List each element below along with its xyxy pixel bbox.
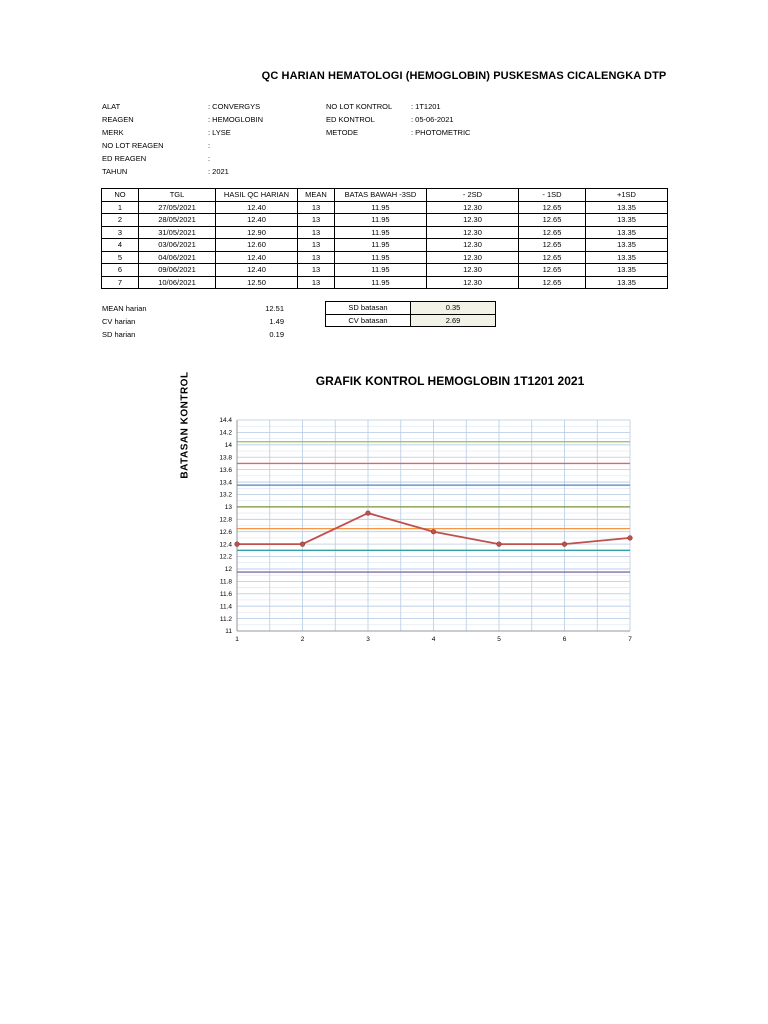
table-cell: 7 xyxy=(102,276,139,289)
y-tick-label: 14.4 xyxy=(219,417,232,425)
column-header: - 1SD xyxy=(519,189,586,202)
stat-label: MEAN harian xyxy=(102,304,147,313)
info-value: : HEMOGLOBIN xyxy=(208,115,264,124)
sd-label: CV batasan xyxy=(326,314,411,327)
stat-label: SD harian xyxy=(102,330,136,339)
stat-value: 1.49 xyxy=(269,317,284,326)
y-tick-label: 13.8 xyxy=(219,454,232,462)
page-title: QC HARIAN HEMATOLOGI (HEMOGLOBIN) PUSKESMAS CICALENGKA DTP xyxy=(261,70,667,82)
stat-value: 12.51 xyxy=(265,304,284,313)
table-cell: 12.30 xyxy=(427,276,519,289)
stat-value: 0.19 xyxy=(269,330,284,339)
info-label: REAGEN xyxy=(102,115,134,124)
y-tick-label: 13.2 xyxy=(219,491,232,499)
info-label: NO LOT KONTROL xyxy=(326,102,393,111)
y-tick-label: 13.6 xyxy=(219,466,232,474)
table-cell: 13.35 xyxy=(586,251,668,264)
table-cell: 12.65 xyxy=(519,264,586,277)
table-cell: 31/05/2021 xyxy=(139,226,216,239)
table-cell: 11.95 xyxy=(335,251,427,264)
data-point xyxy=(497,542,502,547)
table-cell: 13.35 xyxy=(586,214,668,227)
table-cell: 13.35 xyxy=(586,201,668,214)
data-point xyxy=(431,529,436,534)
table-cell: 12.65 xyxy=(519,201,586,214)
table-cell: 12.65 xyxy=(519,239,586,252)
x-tick-label: 6 xyxy=(562,636,567,643)
y-tick-label: 14 xyxy=(224,442,232,450)
column-header: TGL xyxy=(139,189,216,202)
data-point xyxy=(235,542,240,547)
table-cell: 10/06/2021 xyxy=(139,276,216,289)
y-tick-label: 11 xyxy=(225,628,232,636)
table-cell: 13 xyxy=(298,201,335,214)
table-cell: 12.65 xyxy=(519,214,586,227)
table-cell: 28/05/2021 xyxy=(139,214,216,227)
info-value: : PHOTOMETRIC xyxy=(411,128,471,137)
column-header: HASIL QC HARIAN xyxy=(216,189,298,202)
chart-title: GRAFIK KONTROL HEMOGLOBIN 1T1201 2021 xyxy=(315,374,585,388)
table-cell: 12.40 xyxy=(216,201,298,214)
info-label: TAHUN xyxy=(102,167,128,176)
column-header: BATAS BAWAH -3SD xyxy=(335,189,427,202)
table-cell: 04/06/2021 xyxy=(139,251,216,264)
x-tick-label: 4 xyxy=(431,636,436,643)
table-cell: 12.30 xyxy=(427,226,519,239)
table-cell: 13 xyxy=(298,276,335,289)
info-value: : LYSE xyxy=(208,128,231,137)
table-cell: 12.30 xyxy=(427,264,519,277)
table-cell: 2 xyxy=(102,214,139,227)
y-tick-label: 12 xyxy=(224,566,232,574)
y-tick-label: 13 xyxy=(224,504,232,512)
info-value: : xyxy=(208,141,211,150)
table-cell: 13 xyxy=(298,251,335,264)
info-label: MERK xyxy=(102,128,124,137)
table-cell: 12.65 xyxy=(519,251,586,264)
info-value: : 2021 xyxy=(208,167,229,176)
table-cell: 4 xyxy=(102,239,139,252)
table-cell: 12.40 xyxy=(216,264,298,277)
table-cell: 3 xyxy=(102,226,139,239)
table-cell: 13.35 xyxy=(586,239,668,252)
info-label: NO LOT REAGEN xyxy=(102,141,164,150)
x-tick-label: 1 xyxy=(235,636,239,643)
y-tick-label: 13.4 xyxy=(219,479,232,487)
column-header: MEAN xyxy=(298,189,335,202)
table-cell: 12.60 xyxy=(216,239,298,252)
table-cell: 11.95 xyxy=(335,201,427,214)
data-point xyxy=(366,511,371,516)
stat-label: CV harian xyxy=(102,317,136,326)
y-tick-label: 12.2 xyxy=(219,553,232,561)
table-cell: 12.65 xyxy=(519,276,586,289)
sd-value: 0.35 xyxy=(411,302,496,315)
y-tick-label: 14.2 xyxy=(219,429,232,437)
y-tick-label: 11.4 xyxy=(219,603,232,611)
table-cell: 11.95 xyxy=(335,226,427,239)
table-cell: 11.95 xyxy=(335,214,427,227)
table-cell: 27/05/2021 xyxy=(139,201,216,214)
info-label: METODE xyxy=(326,128,358,137)
data-point xyxy=(300,542,305,547)
data-point xyxy=(562,542,567,547)
table-cell: 5 xyxy=(102,251,139,264)
data-point xyxy=(628,536,633,541)
table-cell: 1 xyxy=(102,201,139,214)
table-cell: 13 xyxy=(298,214,335,227)
table-cell: 13 xyxy=(298,239,335,252)
info-label: ED KONTROL xyxy=(326,115,375,124)
column-header: - 2SD xyxy=(427,189,519,202)
table-cell: 12.90 xyxy=(216,226,298,239)
table-cell: 12.30 xyxy=(427,201,519,214)
table-cell: 03/06/2021 xyxy=(139,239,216,252)
info-value: : CONVERGYS xyxy=(208,102,261,111)
x-tick-label: 5 xyxy=(497,636,501,643)
table-cell: 6 xyxy=(102,264,139,277)
info-value: : 1T1201 xyxy=(411,102,441,111)
column-header: NO xyxy=(102,189,139,202)
table-cell: 13 xyxy=(298,226,335,239)
y-tick-label: 11.6 xyxy=(219,590,232,598)
table-cell: 13.35 xyxy=(586,264,668,277)
y-tick-label: 12.8 xyxy=(219,516,232,524)
chart-y-axis-label: BATASAN KONTROL xyxy=(179,371,191,479)
y-tick-label: 11.2 xyxy=(219,615,232,623)
table-cell: 11.95 xyxy=(335,264,427,277)
table-cell: 11.95 xyxy=(335,239,427,252)
x-tick-label: 3 xyxy=(366,636,370,643)
table-cell: 12.40 xyxy=(216,214,298,227)
x-tick-label: 2 xyxy=(300,636,305,643)
table-cell: 12.65 xyxy=(519,226,586,239)
x-tick-label: 7 xyxy=(628,636,632,643)
table-cell: 11.95 xyxy=(335,276,427,289)
column-header: +1SD xyxy=(586,189,668,202)
table-cell: 13.35 xyxy=(586,276,668,289)
info-label: ED REAGEN xyxy=(102,154,147,163)
info-value: : 05-06-2021 xyxy=(411,115,454,124)
table-cell: 09/06/2021 xyxy=(139,264,216,277)
info-label: ALAT xyxy=(102,102,121,111)
y-tick-label: 12.4 xyxy=(219,541,232,549)
table-cell: 12.40 xyxy=(216,251,298,264)
sd-label: SD batasan xyxy=(326,302,411,315)
table-cell: 12.30 xyxy=(427,214,519,227)
sd-value: 2.69 xyxy=(411,314,496,327)
y-tick-label: 11.8 xyxy=(219,578,232,586)
info-value: : xyxy=(208,154,211,163)
y-tick-label: 12.6 xyxy=(219,528,232,536)
table-cell: 12.50 xyxy=(216,276,298,289)
table-cell: 12.30 xyxy=(427,239,519,252)
table-cell: 13 xyxy=(298,264,335,277)
table-cell: 12.30 xyxy=(427,251,519,264)
table-cell: 13.35 xyxy=(586,226,668,239)
